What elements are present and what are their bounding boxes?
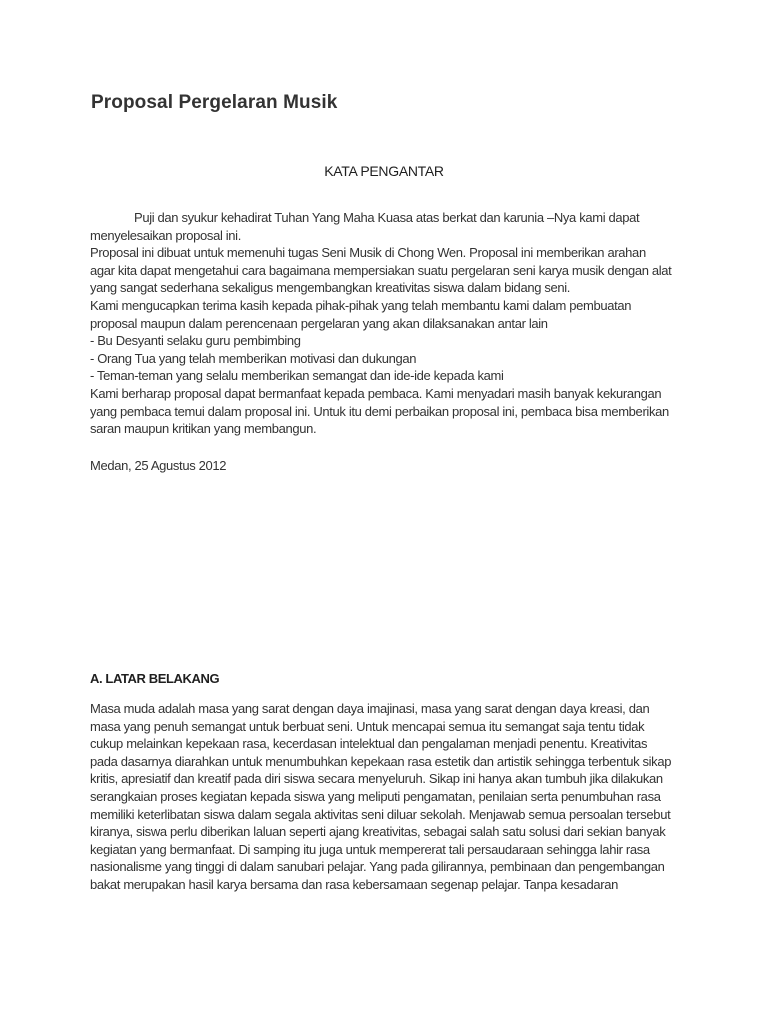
paragraph-line: masa yang penuh semangat untuk berbuat seni. Untuk mencapai semua itu semangat saja tentu tidak: [90, 718, 645, 734]
paragraph-line: Kami berharap proposal dapat bermanfaat kepada pembaca. Kami menyadari masih banyak kekurangan: [90, 385, 662, 401]
paragraph-line: Kami mengucapkan terima kasih kepada pihak-pihak yang telah membantu kami dalam pembuatan: [90, 297, 632, 313]
kata-pengantar-heading: KATA PENGANTAR: [324, 163, 444, 179]
date-line: Medan, 25 Agustus 2012: [90, 458, 227, 473]
list-item: - Teman-teman yang selalu memberikan semangat dan ide-ide kepada kami: [90, 368, 504, 384]
paragraph-line: Puji dan syukur kehadirat Tuhan Yang Maha Kuasa atas berkat dan karunia –Nya kami dapat: [134, 210, 640, 225]
paragraph-line: nasionalisme yang tinggi di dalam sanubari pelajar. Yang pada gilirannya, pembinaan dan pengembangan: [90, 859, 665, 875]
latar-belakang-heading: A. LATAR BELAKANG: [90, 671, 220, 686]
paragraph-line: kiranya, siswa perlu diberikan laluan seperti ajang kreativitas, sebagai salah satu solusi dari sekian banyak: [90, 824, 666, 840]
paragraph-line: serangkaian proses kegiatan kepada siswa yang meliputi pengamatan, penilaian serta penumbuhan rasa: [90, 788, 661, 804]
list-item: - Bu Desyanti selaku guru pembimbing: [90, 333, 301, 349]
paragraph-line: memiliki keterlibatan siswa dalam segala aktivitas seni diluar sekolah. Menjawab semua persoalan tersebut: [90, 806, 671, 822]
paragraph-line: yang sangat sederhana sekaligus mengembangkan kreativitas siswa dalam bidang seni.: [90, 280, 571, 296]
kata-pengantar-body: [90, 209, 690, 438]
paragraph-line: Masa muda adalah masa yang sarat dengan daya imajinasi, masa yang sarat dengan daya kreasi, dan: [90, 701, 650, 716]
paragraph-line: kegiatan yang bermanfaat. Di samping itu juga untuk mempererat tali persaudaraan sehingga lahir rasa: [90, 841, 650, 857]
latar-belakang-body: [90, 700, 690, 894]
paragraph-line: kritis, apresiatif dan kreatif pada diri siswa secara menyeluruh. Sikap ini hanya akan tumbuh jika dilakukan: [90, 771, 663, 787]
paragraph-line: saran maupun kritikan yang membangun.: [90, 421, 317, 437]
paragraph-line: cukup melainkan kepekaan rasa, kecerdasan intelektual dan pengalaman menjadi penentu. Kreativitas: [90, 736, 648, 752]
paragraph-line: proposal maupun dalam perencenaan pergelaran yang akan dilaksanakan antar lain: [90, 315, 548, 331]
paragraph-line: pada dasarnya diarahkan untuk menumbuhkan kepekaan rasa estetik dan artistik sehingga terbentuk sikap: [90, 753, 672, 769]
list-item: - Orang Tua yang telah memberikan motivasi dan dukungan: [90, 350, 417, 366]
paragraph-line: menyelesaikan proposal ini.: [90, 227, 241, 243]
paragraph-line: bakat merupakan hasil karya bersama dan rasa kebersamaan segenap pelajar. Tanpa kesadaran: [90, 876, 618, 892]
paragraph-line: Proposal ini dibuat untuk memenuhi tugas Seni Musik di Chong Wen. Proposal ini memberikan arahan: [90, 245, 646, 261]
paragraph-line: yang pembaca temui dalam proposal ini. Untuk itu demi perbaikan proposal ini, pembaca bisa memberikan: [90, 403, 669, 419]
paragraph-line: agar kita dapat mengetahui cara bagaimana mempersiakan suatu pergelaran seni karya musik dengan alat: [90, 262, 672, 278]
document-title: Proposal Pergelaran Musik: [91, 92, 338, 113]
